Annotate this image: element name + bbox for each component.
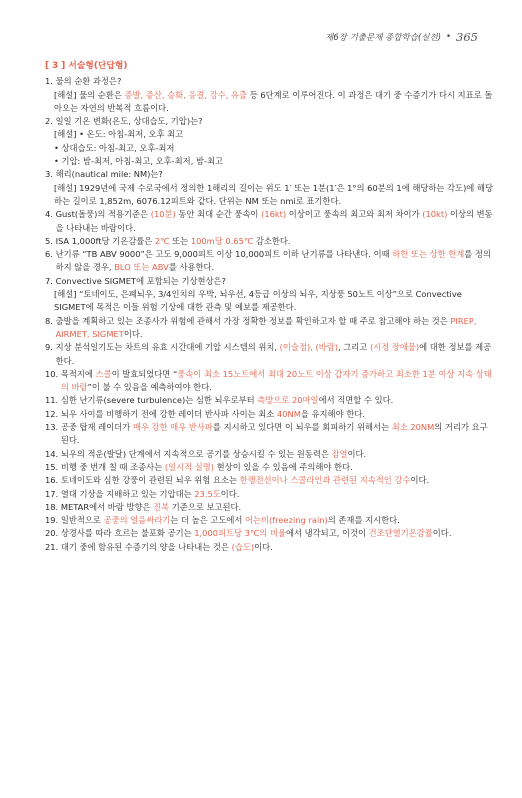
question-text [61,461,493,474]
highlighted-answer: 잠열 [331,448,348,459]
question-text [56,315,493,342]
question-item [45,341,493,368]
text-segment: 등 6단계로 이루어진다. 이 과정은 대기 중 수증기가 다시 지표로 돌아오는 자연의 반복적 흐름이다. [54,89,493,113]
text-segment: 비행 중 번개 칠 때 조종사는 [60,461,165,472]
text-segment: [해설] 1929년에 국제 수로국에서 정의한 1해리의 길이는 위도 1′ 또는 1분(1′은 1°의 60분의 1에 해당하는 각도)에 해당하는 길이로 1,852m, 6076.12피트와 같다. 단위는 NM 또는 nmi로 표기한다. [54,182,493,206]
question-text [61,448,493,461]
text-segment: 에서 직면할 수 있다. [318,395,394,406]
highlighted-answer: (일시적 실명) [164,461,215,472]
highlighted-answer: PIREP, AIRMET, SIGMET [55,315,477,339]
question-text [61,394,493,407]
text-segment: 열대 기상을 지배하고 있는 기압대는 [60,488,195,499]
question-item [45,488,493,501]
highlighted-answer: 최소 20NM [391,422,435,433]
highlighted-answer: 스콜 [95,368,112,379]
question-text [61,514,493,527]
question-text [56,115,493,128]
highlighted-answer: 진북 [153,501,170,512]
question-item [45,408,493,421]
question-item [45,541,493,554]
question-number: 9. [45,342,56,353]
text-segment: 지상 분석일기도는 차트의 유효 시간대에 기압 시스템의 위치, [55,342,280,353]
question-text [61,527,493,540]
text-segment: 뇌우의 적운(발달) 단계에서 지속적으로 공기를 상승시킬 수 있는 원동력은 [60,448,332,459]
question-text [61,421,493,448]
highlighted-answer: (10분) [150,209,176,220]
text-segment: 이다. [347,448,367,459]
highlighted-answer: (습도) [231,541,255,552]
highlighted-answer: 한랭전선이나 스콜라인과 관련된 지속적인 강수 [239,475,411,486]
question-text [61,541,493,554]
question-number: 15. [45,461,61,472]
highlighted-answer: 매우 강한 매우 반사파 [132,422,213,433]
question-item [45,235,493,248]
text-segment: 감소한다. [253,235,291,246]
text-segment: [해설] 물의 순환은 [54,89,125,100]
question-item [45,514,493,527]
highlighted-answer: 1,000피트당 3℃의 비율 [194,528,286,539]
highlighted-answer: 건조단열기온감률 [368,528,433,539]
question-number: 1. [45,76,56,87]
text-segment: 의 거리가 요구된다. [60,422,488,446]
text-segment: 해리(nautical mile: NM)는? [55,169,163,180]
question-text [61,368,493,395]
question-item [45,474,493,487]
question-text [56,341,493,368]
question-text [56,275,493,288]
question-text [61,474,493,487]
question-item [45,248,493,275]
explanation [45,89,493,116]
text-segment: 이상의 변동을 나타내는 바람이다. [55,209,493,233]
highlighted-answer: 2℃ [154,235,170,246]
question-item [45,75,493,88]
question-item [45,168,493,181]
text-segment: 또는 [169,235,191,246]
explanation [45,182,493,209]
section-title: [ 3 ] 서술형(단답형) [45,61,128,71]
highlighted-answer: 40NM [276,408,301,419]
question-text [56,248,493,275]
text-segment: 일일 기온 변화(온도, 상대습도, 기압)는? [55,116,203,127]
question-item [45,421,493,448]
question-number: 20. [45,528,61,539]
text-segment: 기준으로 보고된다. [169,501,242,512]
text-segment: 이다. [254,541,273,552]
highlighted-answer: (이슬점), (바람) [279,342,338,353]
question-item [45,448,493,461]
explanation [45,128,493,141]
question-number: 8. [45,315,56,326]
text-segment: Convective SIGMET에 포함되는 기상현상은? [55,275,226,286]
question-number: 17. [45,488,61,499]
question-item [45,461,493,474]
explanation [45,288,493,315]
question-number: 10. [45,368,61,379]
highlighted-answer: (16kt) [261,209,287,220]
text-segment: Gust(돌풍)의 적용기준은 [55,209,151,220]
text-segment: 일반적으로 [60,515,104,526]
text-segment: [해설] “토네이도, 은폐뇌우, 3/4인치의 우박, 뇌우선, 4등급 이상의 뇌우, 지상풍 50노트 이상”으로 Convective SIGMET에 목적은 이들 위험 기상에 대한 관측 및 예보를 제공한다. [54,289,462,313]
question-number: 18. [45,501,61,512]
question-number: 14. [45,448,61,459]
header-bullet: • [446,32,452,42]
text-segment: 이다. [410,475,430,486]
text-segment: 토네이도와 심한 강풍이 관련된 뇌우 위험 요소는 [60,475,240,486]
page-content [45,60,493,554]
chapter-title: 제6장 기출문제 종합학습(실전) [325,33,442,43]
question-number: 12. [45,408,61,419]
text-segment: 출발을 계획하고 있는 조종사가 위험에 관해서 가장 정확한 정보를 확인하고자 할 때 주로 참고해야 하는 것은 [55,315,451,326]
text-segment: 상경사를 따라 흐르는 불포화 공기는 [60,528,195,539]
highlighted-answer: (10kt) [422,209,448,220]
question-text [61,408,493,421]
question-number: 19. [45,515,61,526]
text-segment: • 기압: 밤-최저, 아침-최고, 오후-최저, 밤-최고 [54,156,224,167]
question-number: 21. [45,541,61,552]
highlighted-answer: 증발, 증산, 승화, 응결, 강수, 유출 [124,89,248,100]
question-number: 7. [45,275,56,286]
text-segment: 대기 중에 함유된 수증기의 양을 나타내는 것은 [60,541,232,552]
highlighted-answer: 공중의 얼음싸라기 [103,515,171,526]
question-item [45,527,493,540]
text-segment: 에서 냉각되고, 이것이 [285,528,369,539]
highlighted-answer: 풍속이 최소 15노트에서 최대 20노트 이상 갑자기 증가하고 최소한 1분 이상 지속 상태의 바람 [60,368,492,393]
question-text [61,501,493,514]
question-item [45,315,493,342]
text-segment: 를 사용한다. [168,262,215,273]
question-number: 16. [45,475,61,486]
question-item [45,115,493,128]
question-item [45,501,493,514]
text-segment: 는 더 높은 고도에서 [170,515,245,526]
highlighted-answer: 측방으로 20마일 [257,395,319,406]
text-segment: 을 유지해야 한다. [300,408,365,419]
question-text [56,75,493,88]
text-segment: 이 발효되었다면 “ [111,368,178,379]
text-segment: 이다. [220,488,240,499]
question-text [61,488,493,501]
text-segment: 심한 난기류(severe turbulence)는 심한 뇌우로부터 [60,395,258,406]
text-segment: 현상이 있을 수 있음에 주의해야 한다. [214,461,353,472]
question-number: 3. [45,169,56,180]
text-segment: , 그리고 [337,342,370,353]
question-list [45,75,493,554]
question-item [45,368,493,395]
highlighted-answer: 23.5도 [194,488,221,499]
text-segment: 를 지시하고 있다면 이 뇌우를 회피하기 위해서는 [212,422,392,433]
text-segment: 의 존재를 지시한다. [327,515,400,526]
question-number: 11. [45,395,61,406]
page-number: 365 [456,30,478,44]
text-segment: 목적지에 [60,368,96,379]
text-segment: METAR에서 바람 방향은 [60,501,154,512]
page-header [325,30,478,44]
text-segment: 뇌우 사이를 비행하기 전에 강한 레이더 반사파 사이는 최소 [60,408,277,419]
text-segment: 난기류 “TB ABV 9000”은 고도 9,000피트 이상 10,000피트 이하 난기류를 나타낸다. 이때 [55,249,393,260]
question-number: 2. [45,116,56,127]
question-text [56,235,493,248]
text-segment: ISA 1,000ft당 기온감률은 [55,235,155,246]
question-number: 13. [45,422,61,433]
highlighted-answer: 어는비(freezing rain) [245,515,328,526]
highlighted-answer: (시정 장애물) [369,342,420,353]
question-text [56,208,493,235]
question-item [45,275,493,288]
text-segment: 물의 순환 과정은? [55,76,122,87]
question-number: 6. [45,249,56,260]
question-number: 5. [45,235,56,246]
text-segment: 에 대한 정보를 제공한다. [55,342,492,366]
text-segment: 이상이고 풍속의 최고와 최저 차이가 [286,209,423,220]
text-segment: 이다. [123,328,143,339]
text-segment: 공중 탑재 레이더가 [60,422,133,433]
question-number: 4. [45,209,56,220]
question-item [45,208,493,235]
text-segment: 이다. [432,528,452,539]
highlighted-answer: 하한 또는 상한 한계 [392,249,465,260]
question-item [45,394,493,407]
explanation-bullet [45,155,493,168]
text-segment: • 상대습도: 아침-최고, 오후-최저 [54,142,175,153]
text-segment: [해설] • 온도: 아침-최저, 오후 최고 [54,129,184,140]
text-segment: ”이 불 수 있음을 예측하여야 한다. [87,382,212,393]
explanation-bullet [45,142,493,155]
text-segment: 를 정의하지 않을 경우, [55,249,491,273]
highlighted-answer: 100m당 0.65℃ [190,235,254,246]
question-text [56,168,493,181]
highlighted-answer: BLO 또는 ABV [114,262,169,273]
text-segment: 동안 최대 순간 풍속이 [175,209,262,220]
